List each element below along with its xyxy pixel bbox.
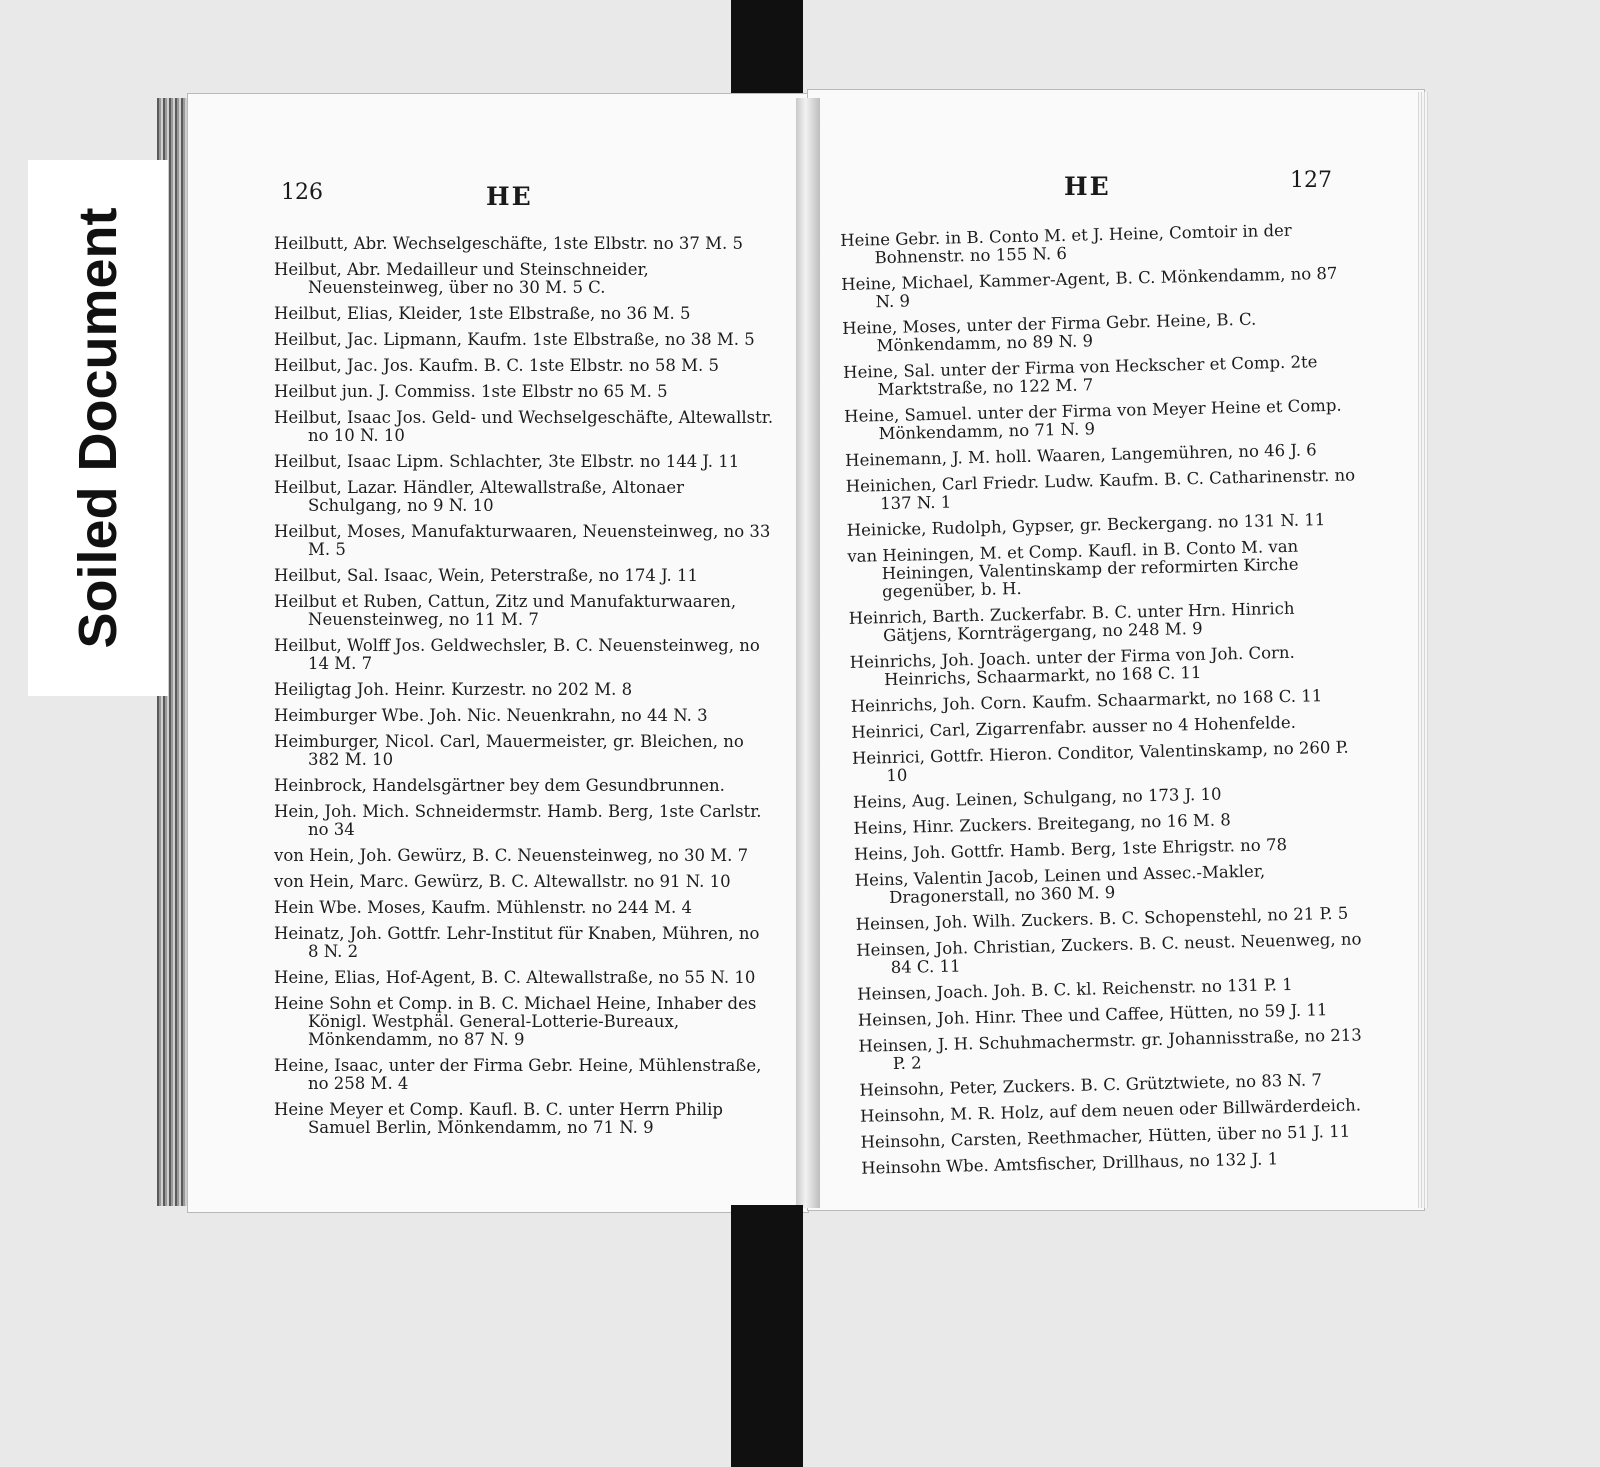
right-page-edge (1418, 92, 1428, 1208)
directory-entry: Heilbut, Isaac Lipm. Schlachter, 3te Elbstr. no 144 J. 11 (274, 452, 740, 471)
right-page-title: HE (1064, 172, 1111, 201)
directory-entry: Heinrichs, Joh. Joach. unter der Firma von Joh. Corn. Heinrichs, Schaarmarkt, no 168 C. 11 (849, 642, 1296, 690)
directory-entry: Heinrich, Barth. Zuckerfabr. B. C. unter Hrn. Hinrich Gätjens, Kornträgergang, no 248 M. 9 (848, 598, 1295, 646)
directory-entry: Hein Wbe. Moses, Kaufm. Mühlenstr. no 244 M. 4 (274, 898, 693, 917)
directory-entry: Heilbut, Lazar. Händler, Altewallstraße, Altonaer Schulgang, no 9 N. 10 (274, 478, 685, 515)
directory-entry: Heinsohn, M. R. Holz, auf dem neuen oder Billwärderdeich. (859, 1095, 1362, 1126)
directory-entry: Heine, Isaac, unter der Firma Gebr. Heine, Mühlenstraße, no 258 M. 4 (274, 1056, 762, 1093)
directory-entry: Heine Sohn et Comp. in B. C. Michael Heine, Inhaber des Königl. Westphäl. General-Lotterie-Bureaux, Mönkendamm, no 87 N. 9 (274, 994, 757, 1049)
binding-strap-bottom (731, 1205, 803, 1467)
directory-entry: Heine, Moses, unter der Firma Gebr. Heine, B. C. Mönkendamm, no 89 N. 9 (841, 309, 1257, 356)
directory-entry: Heinsohn, Carsten, Reethmacher, Hütten, über no 51 J. 11 (860, 1121, 1351, 1152)
directory-entry: Heine, Elias, Hof-Agent, B. C. Altewallstraße, no 55 N. 10 (274, 968, 756, 987)
directory-entry: Heilbutt, Abr. Wechselgeschäfte, 1ste Elbstr. no 37 M. 5 (274, 234, 744, 253)
directory-entry: Heilbut, Jac. Jos. Kaufm. B. C. 1ste Elbstr. no 58 M. 5 (274, 356, 719, 375)
directory-entry: Heinsen, Joh. Wilh. Zuckers. B. C. Schopenstehl, no 21 P. 5 (855, 903, 1349, 934)
directory-entry: von Hein, Joh. Gewürz, B. C. Neuensteinweg, no 30 M. 7 (274, 846, 749, 865)
directory-entry: Heinrici, Carl, Zigarrenfabr. ausser no 4 Hohenfelde. (851, 712, 1297, 742)
directory-entry: Heinsen, J. H. Schuhmachermstr. gr. Johannisstraße, no 213 P. 2 (858, 1025, 1362, 1074)
directory-entry: Heine, Sal. unter der Firma von Heckscher et Comp. 2te Marktstraße, no 122 M. 7 (842, 352, 1318, 400)
directory-entry: Heinrichs, Joh. Corn. Kaufm. Schaarmarkt, no 168 C. 11 (850, 686, 1323, 716)
right-page-number: 127 (1290, 168, 1332, 193)
directory-entry: Hein, Joh. Mich. Schneidermstr. Hamb. Berg, 1ste Carlstr. no 34 (274, 802, 762, 839)
directory-entry: Heilbut, Elias, Kleider, 1ste Elbstraße, no 36 M. 5 (274, 304, 691, 323)
directory-entry: Heine, Michael, Kammer-Agent, B. C. Mönkendamm, no 87 N. 9 (840, 263, 1338, 312)
left-entry-list (274, 235, 774, 1145)
directory-entry: Heiligtag Joh. Heinr. Kurzestr. no 202 M. 8 (274, 680, 633, 699)
directory-entry: Heine Gebr. in B. Conto M. et J. Heine, Comtoir in der Bohnenstr. no 155 N. 6 (839, 220, 1292, 268)
directory-entry: Heins, Valentin Jacob, Leinen und Assec.-Makler, Dragonerstall, no 360 M. 9 (854, 861, 1266, 908)
page-gutter (796, 98, 820, 1208)
directory-entry: Heilbut jun. J. Commiss. 1ste Elbstr no 65 M. 5 (274, 382, 668, 401)
directory-entry: Heinichen, Carl Friedr. Ludw. Kaufm. B. C. Catharinenstr. no 137 N. 1 (845, 465, 1356, 514)
directory-entry: Heinsen, Joh. Christian, Zuckers. B. C. neust. Neuenweg, no 84 C. 11 (856, 929, 1362, 978)
directory-entry: Heinsen, Joach. Joh. B. C. kl. Reichenstr. no 131 P. 1 (857, 974, 1293, 1004)
directory-entry: Heilbut, Moses, Manufakturwaaren, Neuensteinweg, no 33 M. 5 (274, 522, 771, 559)
directory-entry: Heimburger, Nicol. Carl, Mauermeister, gr. Bleichen, no 382 M. 10 (274, 732, 744, 769)
label-text: Soiled Document (68, 207, 128, 649)
left-page-title: HE (486, 182, 533, 211)
directory-entry: Heilbut, Wolff Jos. Geldwechsler, B. C. Neuensteinweg, no 14 M. 7 (274, 636, 760, 673)
directory-entry: Heins, Hinr. Zuckers. Breitegang, no 16 M. 8 (853, 810, 1231, 838)
directory-entry: Heilbut, Jac. Lipmann, Kaufm. 1ste Elbstraße, no 38 M. 5 (274, 330, 755, 349)
directory-entry: Heinatz, Joh. Gottfr. Lehr-Institut für Knaben, Mühren, no 8 N. 2 (274, 924, 760, 961)
directory-entry: Heimburger Wbe. Joh. Nic. Neuenkrahn, no 44 N. 3 (274, 706, 708, 725)
directory-entry: van Heiningen, M. et Comp. Kaufl. in B. Conto M. van Heiningen, Valentinskamp der reformirten Kirche gegenüber, b. H. (847, 536, 1299, 602)
directory-entry: Heinsohn, Peter, Zuckers. B. C. Grütztwiete, no 83 N. 7 (859, 1070, 1323, 1100)
directory-entry: Heinsen, Joh. Hinr. Thee und Caffee, Hütten, no 59 J. 11 (857, 1000, 1328, 1030)
directory-entry: Heilbut, Sal. Isaac, Wein, Peterstraße, no 174 J. 11 (274, 566, 698, 585)
left-page-number: 126 (281, 180, 323, 205)
directory-entry: Heinicke, Rudolph, Gypser, gr. Beckergang. no 131 N. 11 (846, 510, 1326, 540)
directory-entry: Heins, Aug. Leinen, Schulgang, no 173 J. 10 (852, 784, 1222, 812)
directory-entry: Heilbut, Isaac Jos. Geld- und Wechselgeschäfte, Altewallstr. no 10 N. 10 (274, 408, 774, 445)
directory-entry: Heinbrock, Handelsgärtner bey dem Gesundbrunnen. (274, 776, 725, 795)
directory-entry: Heine, Samuel. unter der Firma von Meyer Heine et Comp. Mönkendamm, no 71 N. 9 (843, 395, 1342, 444)
directory-entry: Heinsohn Wbe. Amtsfischer, Drillhaus, no 132 J. 1 (861, 1149, 1279, 1178)
directory-entry: Heinemann, J. M. holl. Waaren, Langemühren, no 46 J. 6 (844, 440, 1317, 470)
directory-entry: Heinrici, Gottfr. Hieron. Conditor, Valentinskamp, no 260 P. 10 (851, 737, 1349, 786)
right-entry-list (840, 220, 1372, 1185)
directory-entry: Heilbut et Ruben, Cattun, Zitz und Manufakturwaaren, Neuensteinweg, no 11 M. 7 (274, 592, 737, 629)
directory-entry: Heine Meyer et Comp. Kaufl. B. C. unter Herrn Philip Samuel Berlin, Mönkendamm, no 71 N. 9 (274, 1100, 723, 1137)
directory-entry: Heilbut, Abr. Medailleur und Steinschneider, Neuensteinweg, über no 30 M. 5 C. (274, 260, 649, 297)
directory-entry: Heins, Joh. Gottfr. Hamb. Berg, 1ste Ehrigstr. no 78 (853, 835, 1288, 864)
directory-entry: von Hein, Marc. Gewürz, B. C. Altewallstr. no 91 N. 10 (274, 872, 731, 891)
